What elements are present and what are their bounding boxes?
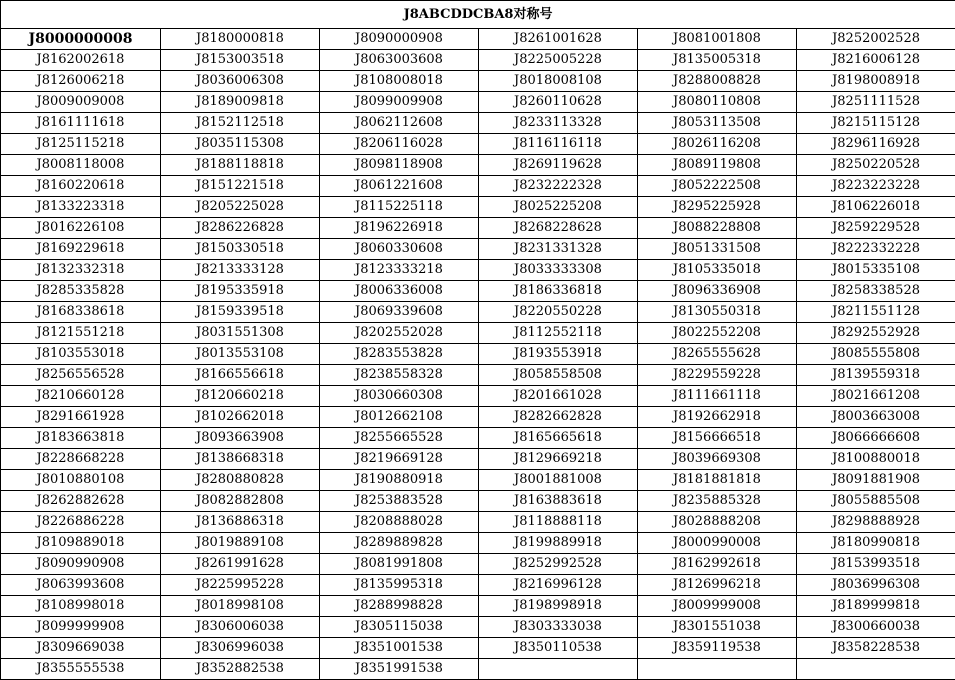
number-cell[interactable]: J8108008018 — [320, 71, 479, 92]
number-cell[interactable]: J8296116928 — [797, 134, 955, 155]
number-cell[interactable]: J8208888028 — [320, 512, 479, 533]
number-cell[interactable]: J8298888928 — [797, 512, 955, 533]
number-cell[interactable]: J8180990818 — [797, 533, 955, 554]
number-cell[interactable]: J8262882628 — [1, 491, 161, 512]
table-row — [1, 218, 955, 239]
number-cell[interactable] — [797, 659, 955, 680]
number-cell[interactable]: J8130550318 — [638, 302, 797, 323]
table-row — [1, 533, 955, 554]
table-row — [1, 659, 955, 680]
number-cell[interactable]: J8256556528 — [1, 365, 161, 386]
number-cell[interactable]: J8351991538 — [320, 659, 479, 680]
number-cell[interactable]: J8205225028 — [161, 197, 320, 218]
number-cell[interactable]: J8210660128 — [1, 386, 161, 407]
number-cell[interactable]: J8292552928 — [797, 323, 955, 344]
number-cell[interactable]: J8168338618 — [1, 302, 161, 323]
number-cell[interactable]: J8359119538 — [638, 638, 797, 659]
table-row — [1, 386, 955, 407]
number-cell[interactable]: J8036996308 — [797, 575, 955, 596]
number-cell[interactable]: J8183663818 — [1, 428, 161, 449]
number-cell[interactable]: J8062112608 — [320, 113, 479, 134]
table-row — [1, 365, 955, 386]
number-cell[interactable]: J8010880108 — [1, 470, 161, 491]
number-cell[interactable]: J8081991808 — [320, 554, 479, 575]
number-cell[interactable]: J8161111618 — [1, 113, 161, 134]
number-cell[interactable]: J8015335108 — [797, 260, 955, 281]
number-cell[interactable]: J8019889108 — [161, 533, 320, 554]
number-cell[interactable]: J8233113328 — [479, 113, 638, 134]
number-cell[interactable]: J8286226828 — [161, 218, 320, 239]
number-cell[interactable]: J8112552118 — [479, 323, 638, 344]
number-cell[interactable]: J8058558508 — [479, 365, 638, 386]
number-cell[interactable]: J8105335018 — [638, 260, 797, 281]
number-cell[interactable]: J8138668318 — [161, 449, 320, 470]
number-cell[interactable]: J8162002618 — [1, 50, 161, 71]
number-cell[interactable]: J8021661208 — [797, 386, 955, 407]
table-row — [1, 260, 955, 281]
title-row — [1, 1, 955, 29]
number-cell[interactable]: J8188118818 — [161, 155, 320, 176]
number-cell[interactable]: J8069339608 — [320, 302, 479, 323]
number-cell[interactable]: J8102662018 — [161, 407, 320, 428]
number-cell[interactable]: J8098118908 — [320, 155, 479, 176]
number-cell[interactable]: J8126996218 — [638, 575, 797, 596]
number-cell[interactable]: J8152112518 — [161, 113, 320, 134]
number-cell[interactable]: J8259229528 — [797, 218, 955, 239]
number-cell[interactable]: J8300660038 — [797, 617, 955, 638]
number-cell[interactable]: J8225005228 — [479, 50, 638, 71]
number-cell[interactable]: J8220550228 — [479, 302, 638, 323]
number-cell[interactable]: J8031551308 — [161, 323, 320, 344]
number-cell[interactable]: J8109889018 — [1, 533, 161, 554]
number-cell[interactable]: J8061221608 — [320, 176, 479, 197]
number-cell[interactable]: J8222332228 — [797, 239, 955, 260]
number-cell[interactable]: J8135005318 — [638, 50, 797, 71]
number-cell[interactable]: J8039669308 — [638, 449, 797, 470]
table-row — [1, 428, 955, 449]
number-cell[interactable]: J8269119628 — [479, 155, 638, 176]
number-cell[interactable]: J8193553918 — [479, 344, 638, 365]
number-cell[interactable]: J8228668228 — [1, 449, 161, 470]
table-row — [1, 617, 955, 638]
number-cell[interactable]: J8288008828 — [638, 71, 797, 92]
number-cell[interactable]: J8063003608 — [320, 50, 479, 71]
number-cell[interactable]: J8255665528 — [320, 428, 479, 449]
number-cell[interactable]: J8025225208 — [479, 197, 638, 218]
number-cell[interactable]: J8108998018 — [1, 596, 161, 617]
number-cell[interactable]: J8136886318 — [161, 512, 320, 533]
number-cell[interactable]: J8235885328 — [638, 491, 797, 512]
number-cell[interactable]: J8215115128 — [797, 113, 955, 134]
number-cell[interactable]: J8198008918 — [797, 71, 955, 92]
number-cell[interactable]: J8285335828 — [1, 281, 161, 302]
table-row — [1, 596, 955, 617]
number-cell[interactable]: J8159339518 — [161, 302, 320, 323]
number-cell[interactable]: J8013553108 — [161, 344, 320, 365]
number-cell[interactable]: J8181881818 — [638, 470, 797, 491]
table-row — [1, 239, 955, 260]
number-cell[interactable]: J8090990908 — [1, 554, 161, 575]
number-cell[interactable]: J8126006218 — [1, 71, 161, 92]
number-cell[interactable]: J8096336908 — [638, 281, 797, 302]
number-cell[interactable]: J8253883528 — [320, 491, 479, 512]
table-row — [1, 155, 955, 176]
number-cell[interactable]: J8216996128 — [479, 575, 638, 596]
number-cell[interactable]: J8135995318 — [320, 575, 479, 596]
number-cell[interactable]: J8202552028 — [320, 323, 479, 344]
number-cell[interactable]: J8106226018 — [797, 197, 955, 218]
table-title: J8ABCDDCBA8对称号 — [1, 1, 955, 29]
number-cell[interactable]: J8006336008 — [320, 281, 479, 302]
table-row — [1, 470, 955, 491]
number-cell[interactable]: J8189999818 — [797, 596, 955, 617]
number-cell[interactable]: J8018008108 — [479, 71, 638, 92]
number-cell[interactable]: J8268228628 — [479, 218, 638, 239]
number-cell[interactable]: J8305115038 — [320, 617, 479, 638]
table-row — [1, 575, 955, 596]
number-cell[interactable]: J8080110808 — [638, 92, 797, 113]
number-cell[interactable]: J8195335918 — [161, 281, 320, 302]
number-cell[interactable]: J8026116208 — [638, 134, 797, 155]
number-cell[interactable]: J8088228808 — [638, 218, 797, 239]
number-cell[interactable]: J8120660218 — [161, 386, 320, 407]
number-cell[interactable]: J8280880828 — [161, 470, 320, 491]
number-cell[interactable]: J8051331508 — [638, 239, 797, 260]
number-cell[interactable]: J8355555538 — [1, 659, 161, 680]
number-cell[interactable]: J8091881908 — [797, 470, 955, 491]
number-cell[interactable]: J8115225118 — [320, 197, 479, 218]
number-cell[interactable]: J8352882538 — [161, 659, 320, 680]
number-cell[interactable]: J8213333128 — [161, 260, 320, 281]
table-row — [1, 29, 955, 50]
number-cell[interactable]: J8035115308 — [161, 134, 320, 155]
number-cell[interactable]: J8198998918 — [479, 596, 638, 617]
table-row — [1, 134, 955, 155]
table-row — [1, 50, 955, 71]
number-cell[interactable]: J8125115218 — [1, 134, 161, 155]
number-cell[interactable]: J8225995228 — [161, 575, 320, 596]
number-cell[interactable]: J8160220618 — [1, 176, 161, 197]
number-cell[interactable]: J8000000008 — [1, 29, 161, 50]
number-cell[interactable]: J8282662828 — [479, 407, 638, 428]
number-cell[interactable]: J8199889918 — [479, 533, 638, 554]
number-cell[interactable]: J8060330608 — [320, 239, 479, 260]
number-cell[interactable]: J8055885508 — [797, 491, 955, 512]
number-cell[interactable]: J8211551128 — [797, 302, 955, 323]
number-cell[interactable]: J8156666518 — [638, 428, 797, 449]
number-cell[interactable]: J8100880018 — [797, 449, 955, 470]
number-cell[interactable]: J8226886228 — [1, 512, 161, 533]
number-cell[interactable]: J8036006308 — [161, 71, 320, 92]
number-cell[interactable]: J8306996038 — [161, 638, 320, 659]
number-cell[interactable]: J8192662918 — [638, 407, 797, 428]
number-cell[interactable]: J8196226918 — [320, 218, 479, 239]
number-cell[interactable]: J8000990008 — [638, 533, 797, 554]
number-cell[interactable]: J8258338528 — [797, 281, 955, 302]
number-cell[interactable]: J8309669038 — [1, 638, 161, 659]
number-cell[interactable]: J8052222508 — [638, 176, 797, 197]
number-cell[interactable]: J8103553018 — [1, 344, 161, 365]
number-cell[interactable]: J8151221518 — [161, 176, 320, 197]
number-cell[interactable]: J8252002528 — [797, 29, 955, 50]
number-cell[interactable]: J8030660308 — [320, 386, 479, 407]
number-cell[interactable]: J8186336818 — [479, 281, 638, 302]
number-cell[interactable]: J8250220528 — [797, 155, 955, 176]
number-cell[interactable]: J8260110628 — [479, 92, 638, 113]
number-cell[interactable]: J8085555808 — [797, 344, 955, 365]
number-cell[interactable]: J8153003518 — [161, 50, 320, 71]
number-cell[interactable]: J8288998828 — [320, 596, 479, 617]
table-row — [1, 638, 955, 659]
number-cell[interactable] — [638, 659, 797, 680]
number-cell[interactable]: J8295225928 — [638, 197, 797, 218]
number-cell[interactable]: J8093663908 — [161, 428, 320, 449]
number-cell[interactable]: J8089119808 — [638, 155, 797, 176]
number-cell[interactable]: J8129669218 — [479, 449, 638, 470]
number-cell[interactable]: J8238558328 — [320, 365, 479, 386]
number-cell[interactable]: J8180000818 — [161, 29, 320, 50]
number-cell[interactable]: J8099009908 — [320, 92, 479, 113]
number-cell[interactable]: J8003663008 — [797, 407, 955, 428]
number-cell[interactable]: J8116116118 — [479, 134, 638, 155]
number-cell[interactable]: J8265555628 — [638, 344, 797, 365]
number-cell[interactable]: J8223223228 — [797, 176, 955, 197]
number-cell[interactable]: J8190880918 — [320, 470, 479, 491]
number-cell[interactable]: J8008118008 — [1, 155, 161, 176]
number-cell[interactable] — [479, 659, 638, 680]
number-cell[interactable]: J8118888118 — [479, 512, 638, 533]
number-cell[interactable]: J8033333308 — [479, 260, 638, 281]
table-row — [1, 71, 955, 92]
table-row — [1, 344, 955, 365]
number-cell[interactable]: J8022552208 — [638, 323, 797, 344]
table-row — [1, 491, 955, 512]
number-cell[interactable]: J8132332318 — [1, 260, 161, 281]
number-cell[interactable]: J8081001808 — [638, 29, 797, 50]
number-cell[interactable]: J8169229618 — [1, 239, 161, 260]
number-cell[interactable]: J8358228538 — [797, 638, 955, 659]
number-cell[interactable]: J8153993518 — [797, 554, 955, 575]
number-cell[interactable]: J8150330518 — [161, 239, 320, 260]
number-cell[interactable]: J8261991628 — [161, 554, 320, 575]
number-cell[interactable]: J8162992618 — [638, 554, 797, 575]
number-cell[interactable]: J8216006128 — [797, 50, 955, 71]
number-cell[interactable]: J8219669128 — [320, 449, 479, 470]
number-cell[interactable]: J8251111528 — [797, 92, 955, 113]
number-cell[interactable]: J8063993608 — [1, 575, 161, 596]
number-cell[interactable]: J8066666608 — [797, 428, 955, 449]
number-cell[interactable]: J8231331328 — [479, 239, 638, 260]
number-cell[interactable]: J8291661928 — [1, 407, 161, 428]
number-cell[interactable]: J8201661028 — [479, 386, 638, 407]
number-cell[interactable]: J8306006038 — [161, 617, 320, 638]
table-row — [1, 323, 955, 344]
number-cell[interactable]: J8099999908 — [1, 617, 161, 638]
number-cell[interactable]: J8189009818 — [161, 92, 320, 113]
number-cell[interactable]: J8350110538 — [479, 638, 638, 659]
number-cell[interactable]: J8009009008 — [1, 92, 161, 113]
table-row — [1, 281, 955, 302]
number-cell[interactable]: J8082882808 — [161, 491, 320, 512]
table-row — [1, 302, 955, 323]
number-cell[interactable]: J8133223318 — [1, 197, 161, 218]
number-cell[interactable]: J8166556618 — [161, 365, 320, 386]
table-row — [1, 176, 955, 197]
number-cell[interactable]: J8001881008 — [479, 470, 638, 491]
number-cell[interactable]: J8163883618 — [479, 491, 638, 512]
number-cell[interactable]: J8351001538 — [320, 638, 479, 659]
number-cell[interactable]: J8053113508 — [638, 113, 797, 134]
number-cell[interactable]: J8012662108 — [320, 407, 479, 428]
number-cell[interactable]: J8261001628 — [479, 29, 638, 50]
table-row — [1, 407, 955, 428]
number-cell[interactable]: J8289889828 — [320, 533, 479, 554]
number-cell[interactable]: J8111661118 — [638, 386, 797, 407]
number-cell[interactable]: J8123333218 — [320, 260, 479, 281]
number-cell[interactable]: J8252992528 — [479, 554, 638, 575]
table-row — [1, 113, 955, 134]
number-cell[interactable]: J8303333038 — [479, 617, 638, 638]
number-cell[interactable]: J8009999008 — [638, 596, 797, 617]
number-cell[interactable]: J8301551038 — [638, 617, 797, 638]
number-cell[interactable]: J8206116028 — [320, 134, 479, 155]
number-cell[interactable]: J8229559228 — [638, 365, 797, 386]
number-cell[interactable]: J8018998108 — [161, 596, 320, 617]
number-cell[interactable]: J8016226108 — [1, 218, 161, 239]
number-cell[interactable]: J8121551218 — [1, 323, 161, 344]
number-cell[interactable]: J8028888208 — [638, 512, 797, 533]
table-row — [1, 512, 955, 533]
table-row — [1, 449, 955, 470]
number-cell[interactable]: J8090000908 — [320, 29, 479, 50]
number-cell[interactable]: J8283553828 — [320, 344, 479, 365]
table-row — [1, 554, 955, 575]
table-row — [1, 197, 955, 218]
number-cell[interactable]: J8232222328 — [479, 176, 638, 197]
number-cell[interactable]: J8139559318 — [797, 365, 955, 386]
number-cell[interactable]: J8165665618 — [479, 428, 638, 449]
table-row — [1, 92, 955, 113]
